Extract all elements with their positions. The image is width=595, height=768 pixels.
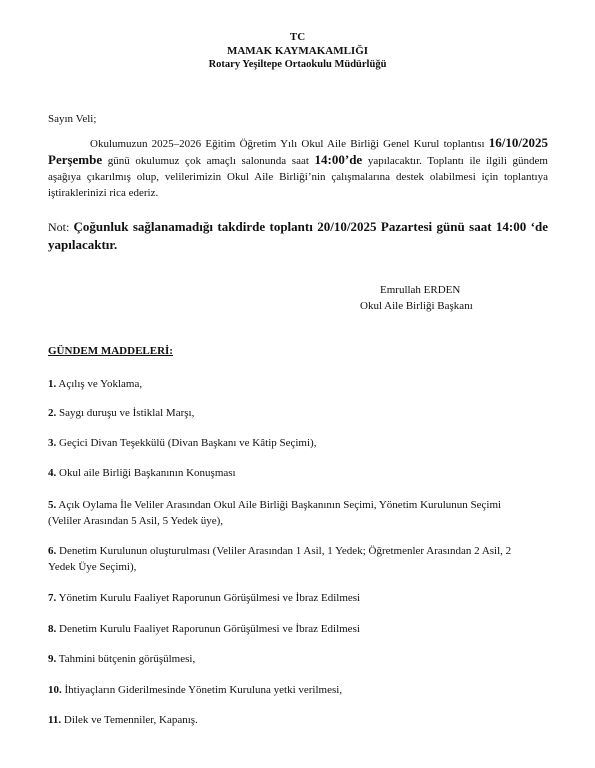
- agenda-item: [48, 682, 528, 698]
- note-paragraph: [48, 218, 548, 254]
- agenda-item-number: 11.: [48, 714, 62, 726]
- invitation-paragraph: [48, 135, 548, 201]
- note-text: Çoğunluk sağlanamadığı takdirde toplantı 20/10/2025 Pazartesi günü saat 14:00 ‘de yapılacaktır.: [48, 219, 548, 252]
- agenda-item-number: 4.: [48, 467, 57, 479]
- signer-name: Emrullah ERDEN: [380, 284, 461, 296]
- agenda-item-text: Tahmini bütçenin görüşülmesi,: [56, 653, 196, 665]
- agenda-item-number: 10.: [48, 684, 62, 696]
- note-label: Not:: [48, 220, 74, 234]
- signature-block: [360, 282, 473, 314]
- signer-title: Okul Aile Birliği Başkanı: [360, 300, 473, 312]
- meeting-time: 14:00’de: [314, 152, 363, 167]
- agenda-item-text: Saygı duruşu ve İstiklal Marşı,: [56, 407, 195, 419]
- body-text-2: günü okulumuz çok amaçlı salonunda saat: [102, 155, 315, 167]
- agenda-item-text: Geçici Divan Teşekkülü (Divan Başkanı ve Kâtip Seçimi),: [56, 437, 317, 449]
- agenda-item-text: İhtiyaçların Giderilmesinde Yönetim Kuruluna yetki verilmesi,: [61, 684, 343, 696]
- agenda-item-text: Okul aile Birliği Başkanının Konuşması: [56, 467, 236, 479]
- agenda-item: [48, 590, 528, 606]
- agenda-item: [48, 543, 528, 575]
- document-header: [0, 30, 595, 72]
- body-text-1: Okulumuzun 2025–2026 Eğitim Öğretim Yılı Okul Aile Birliği Genel Kurul toplantısı: [90, 138, 489, 150]
- agenda-item: [48, 621, 528, 637]
- agenda-item: [48, 651, 528, 667]
- agenda-item-text: Yönetim Kurulu Faaliyet Raporunun Görüşülmesi ve İbraz Edilmesi: [56, 592, 361, 604]
- agenda-item-number: 8.: [48, 623, 57, 635]
- agenda-item: [48, 465, 528, 481]
- agenda-item: [48, 712, 528, 728]
- agenda-item-number: 3.: [48, 437, 57, 449]
- header-district-office: MAMAK KAYMAKAMLIĞI: [226, 45, 369, 57]
- agenda-item-number: 7.: [48, 592, 57, 604]
- body-text-3: yapılacaktır. Toplantı ile ilgili gündem aşağıya çıkarılmış olup, velilerimizin Okul Aile Birliği’nin çalışmalarına destek olabilmesi için toplantıya iştiraklerinizi rica ederiz.: [48, 155, 548, 199]
- agenda-item: [48, 497, 528, 529]
- meeting-date: 16/10/2025 Perşembe: [48, 135, 548, 167]
- agenda-item: [48, 435, 528, 451]
- salutation: Sayın Veli;: [48, 113, 97, 125]
- agenda-title: GÜNDEM MADDELERİ:: [48, 345, 173, 357]
- agenda-item-text: Denetim Kurulu Faaliyet Raporunun Görüşülmesi ve İbraz Edilmesi: [56, 623, 360, 635]
- agenda-item-text: Denetim Kurulunun oluşturulması (Veliler Arasından 1 Asil, 1 Yedek; Öğretmenler Arasından 2 Asil, 2 Yedek Üye Seçimi),: [48, 545, 512, 573]
- header-country: TC: [289, 31, 306, 43]
- header-school: Rotary Yeşiltepe Ortaokulu Müdürlüğü: [208, 59, 387, 70]
- agenda-item-text: Açık Oylama İle Veliler Arasından Okul Aile Birliği Başkanının Seçimi, Yönetim Kurulunun Seçimi (Veliler Arasından 5 Asil, 5 Yedek üye),: [48, 499, 502, 527]
- agenda-item-text: Dilek ve Temenniler, Kapanış.: [61, 714, 198, 726]
- agenda-item-text: Açılış ve Yoklama,: [56, 378, 143, 390]
- agenda-item-number: 6.: [48, 545, 57, 557]
- agenda-item-number: 9.: [48, 653, 57, 665]
- agenda-item: [48, 405, 528, 421]
- agenda-item-number: 2.: [48, 407, 57, 419]
- agenda-item-number: 5.: [48, 499, 57, 511]
- agenda-item: [48, 376, 528, 392]
- agenda-item-number: 1.: [48, 378, 57, 390]
